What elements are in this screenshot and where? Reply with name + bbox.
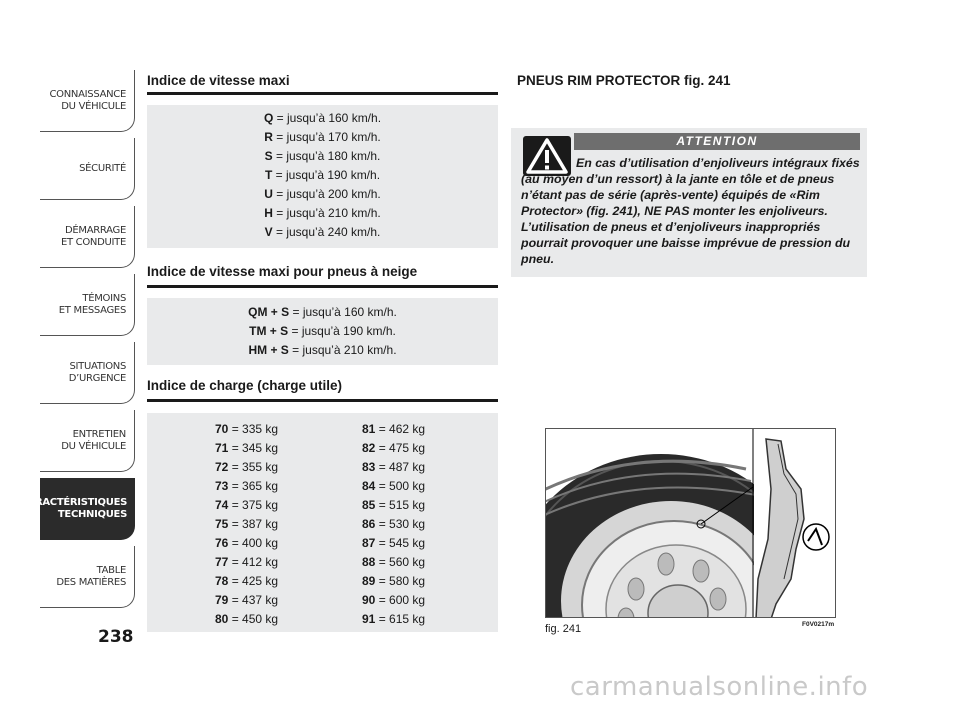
tab-label-line2: ET CONDUITE — [60, 236, 126, 248]
tab-label-line1: ENTRETIEN — [72, 428, 126, 440]
speed-row: S = jusqu’à 180 km/h. — [264, 149, 381, 163]
load-row: 84 = 500 kg — [362, 479, 426, 493]
snow-row: TM + S = jusqu’à 190 km/h. — [249, 324, 396, 338]
load-row: 83 = 487 kg — [362, 460, 426, 474]
tab-label-line1: SITUATIONS — [69, 360, 126, 372]
tab-situations-urgence[interactable] — [40, 342, 135, 404]
snow-row: HM + S = jusqu’à 210 km/h. — [248, 343, 397, 357]
tab-connaissance-vehicule[interactable] — [40, 70, 135, 132]
tab-caracteristiques-techniques[interactable] — [20, 478, 135, 540]
tab-label-line2: D’URGENCE — [68, 372, 126, 384]
tab-label-line1: TÉMOINS — [82, 292, 126, 304]
load-row: 89 = 580 kg — [362, 574, 426, 588]
tab-label-line1: TABLE — [96, 564, 126, 576]
tab-entretien-vehicule[interactable] — [40, 410, 135, 472]
load-row: 77 = 412 kg — [215, 555, 279, 569]
speed-row: V = jusqu’à 240 km/h. — [264, 225, 381, 239]
attention-box — [511, 128, 867, 277]
tab-label-line2: ET MESSAGES — [58, 304, 126, 316]
speed-row: H = jusqu’à 210 km/h. — [264, 206, 381, 220]
figure-code: F0V0217m — [802, 621, 835, 628]
load-column-left — [215, 420, 335, 629]
speed-row: T = jusqu’à 190 km/h. — [264, 168, 381, 182]
section-divider — [147, 285, 498, 288]
load-row: 76 = 400 kg — [215, 536, 279, 550]
snow-speed-index-title: Indice de vitesse maxi pour pneus à neige — [147, 264, 418, 279]
tab-label-line1: DÉMARRAGE — [64, 224, 126, 236]
speed-row: U = jusqu’à 200 km/h. — [264, 187, 381, 201]
load-row: 85 = 515 kg — [362, 498, 426, 512]
tab-label-line2: DU VÉHICULE — [61, 100, 126, 112]
section-divider — [147, 92, 498, 95]
load-row: 73 = 365 kg — [215, 479, 279, 493]
load-row: 79 = 437 kg — [215, 593, 279, 607]
tab-label-line2: DES MATIÈRES — [56, 576, 126, 588]
tab-label-line2: TECHNIQUES — [57, 509, 127, 520]
load-row: 91 = 615 kg — [362, 612, 426, 626]
tab-demarrage-conduite[interactable] — [40, 206, 135, 268]
tab-label-line2: DU VÉHICULE — [61, 440, 126, 452]
load-row: 70 = 335 kg — [215, 422, 279, 436]
snow-row: QM + S = jusqu’à 160 km/h. — [248, 305, 397, 319]
load-row: 88 = 560 kg — [362, 555, 426, 569]
speed-row: R = jusqu’à 170 km/h. — [264, 130, 381, 144]
load-row: 82 = 475 kg — [362, 441, 426, 455]
attention-header: ATTENTION — [574, 133, 860, 150]
tab-label-line1: CARACTÉRISTIQUES — [20, 497, 127, 508]
section-divider — [147, 399, 498, 402]
figure-caption: fig. 241 — [545, 623, 582, 635]
load-row: 74 = 375 kg — [215, 498, 279, 512]
tab-table-matieres[interactable] — [40, 546, 135, 608]
speed-row: Q = jusqu’à 160 km/h. — [263, 111, 382, 125]
load-row: 81 = 462 kg — [362, 422, 426, 436]
tab-temoins-messages[interactable] — [40, 274, 135, 336]
rim-protector-title: PNEUS RIM PROTECTOR fig. 241 — [517, 73, 731, 88]
tab-label-line1: CONNAISSANCE — [49, 88, 126, 100]
speed-index-title: Indice de vitesse maxi — [147, 73, 290, 88]
watermark: carmanualsonline.info — [570, 672, 869, 702]
tab-label-line1: SÉCURITÉ — [79, 162, 126, 174]
load-index-title: Indice de charge (charge utile) — [147, 378, 343, 393]
page-number: 238 — [98, 627, 134, 647]
tab-securite[interactable] — [40, 138, 135, 200]
attention-text: En cas d’utilisation d’enjoliveurs intégraux fixés (au moyen d’un ressort) à la jante en tôle et de pneus n’étant pas de série (après-vente) équipés de «Rim Protector» (fig. 241), NE PAS monter les enjoliveurs. L’utilisation de pneus et d’enjoliveurs inappropriés pourrait provoquer une baisse imprévue de pression du pneu. — [521, 156, 860, 266]
speed-index-box — [147, 105, 498, 248]
load-row: 86 = 530 kg — [362, 517, 426, 531]
load-row: 78 = 425 kg — [215, 574, 279, 588]
load-row: 75 = 387 kg — [215, 517, 279, 531]
load-column-right — [362, 420, 482, 629]
tyre-figure — [545, 428, 836, 618]
load-row: 80 = 450 kg — [215, 612, 279, 626]
load-row: 72 = 355 kg — [215, 460, 279, 474]
load-row: 87 = 545 kg — [362, 536, 426, 550]
load-row: 90 = 600 kg — [362, 593, 426, 607]
snow-speed-index-box — [147, 298, 498, 365]
load-row: 71 = 345 kg — [215, 441, 279, 455]
